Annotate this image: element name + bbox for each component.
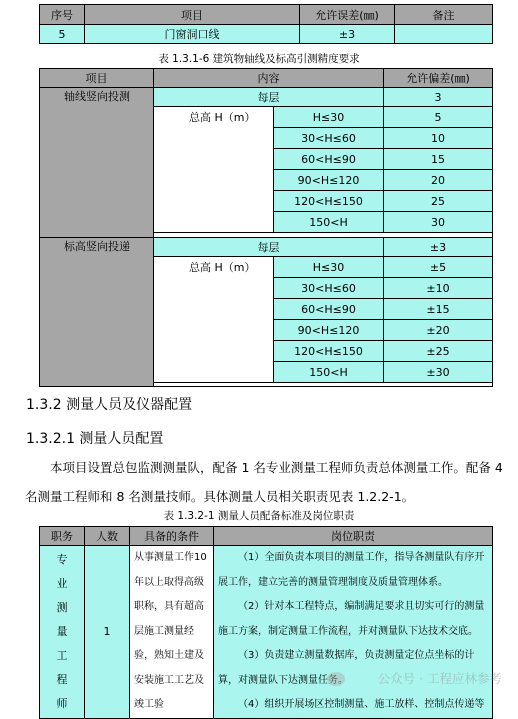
group-label xyxy=(40,238,154,387)
tolerance-table-fragment xyxy=(39,4,493,44)
table-cell: 3 xyxy=(384,88,493,107)
total-height-label xyxy=(154,257,274,383)
table-cell: 120<H≤150 xyxy=(274,341,384,362)
table-caption: 表 1.3.2-1 测量人员配备标准及岗位职责 xyxy=(163,510,355,522)
table-cell: 30<H≤60 xyxy=(274,128,384,149)
table-cell: 15 xyxy=(384,149,493,170)
subsection-heading: 1.3.2.1 测量人员配置 xyxy=(26,431,164,447)
header-cell: 职务 xyxy=(40,527,85,546)
group-label-text: 标高竖向投递 xyxy=(64,240,130,253)
header-cell: 允许偏差(㎜) xyxy=(384,69,493,88)
role-cell xyxy=(40,546,85,719)
table-cell: ±3 xyxy=(384,238,493,257)
total-height-text: 总高 H（m） xyxy=(189,261,256,274)
table-cell: 25 xyxy=(384,191,493,212)
header-cell: 备注 xyxy=(395,5,493,25)
spacer-cell xyxy=(154,383,493,387)
count-cell: 1 xyxy=(85,546,130,719)
table-cell: 30 xyxy=(384,212,493,233)
group-label xyxy=(40,88,154,238)
table-cell: 20 xyxy=(384,170,493,191)
total-height-text: 总高 H（m） xyxy=(189,111,256,124)
header-cell: 序号 xyxy=(40,5,85,25)
table-cell: 60<H≤90 xyxy=(274,149,384,170)
duty-item: （1）全面负责本项目的测量工作，指导各测量队有序开展工作，建立完善的测量管理制度及质量管理体系。 xyxy=(218,552,485,588)
table-cell xyxy=(395,25,493,44)
table-cell: 10 xyxy=(384,128,493,149)
header-cell: 允许误差(㎜) xyxy=(300,5,395,25)
section-heading: 1.3.2 测量人员及仪器配置 xyxy=(26,397,193,413)
table-cell: 90<H≤120 xyxy=(274,320,384,341)
table-cell: H≤30 xyxy=(274,107,384,128)
table-cell: ±30 xyxy=(384,362,493,383)
duties-cell xyxy=(214,546,493,719)
header-cell: 内容 xyxy=(154,69,384,88)
group-label-text: 轴线竖向投测 xyxy=(64,90,130,103)
header-cell: 项目 xyxy=(40,69,154,88)
table-cell: ±15 xyxy=(384,299,493,320)
watermark: 公众号 · 工程应林参考 xyxy=(377,671,502,686)
table-cell: 150<H xyxy=(274,212,384,233)
table-cell: ±3 xyxy=(300,25,395,44)
table-cell: 90<H≤120 xyxy=(274,170,384,191)
body-paragraph: 本项目设置总包监测测量队，配备 1 名专业测量工程师负责总体测量工作。配备 4 名测量工程师和 8 名测量技师。具体测量人员相关职责见表 1.2.2-1。 xyxy=(25,460,503,504)
table-cell: 每层 xyxy=(154,88,384,107)
duty-item: （3）负责建立测量数据库，负责测量定位点坐标的计算，对测量队下达测量任务。 xyxy=(218,650,475,686)
staff-table xyxy=(39,526,493,719)
header-cell: 具备的条件 xyxy=(130,527,214,546)
header-cell: 项目 xyxy=(85,5,300,25)
table-cell: 150<H xyxy=(274,362,384,383)
table-cell: 30<H≤60 xyxy=(274,278,384,299)
header-cell: 人数 xyxy=(85,527,130,546)
table-cell: ±25 xyxy=(384,341,493,362)
table-cell: 门窗洞口线 xyxy=(85,25,300,44)
table-cell: 60<H≤90 xyxy=(274,299,384,320)
role-text: 专业测量工程师 xyxy=(56,553,68,710)
table-cell: ±20 xyxy=(384,320,493,341)
header-cell: 岗位职责 xyxy=(214,527,493,546)
table-cell: 5 xyxy=(384,107,493,128)
table-cell: H≤30 xyxy=(274,257,384,278)
precision-table xyxy=(39,68,493,387)
duty-item: （4）组织开展场区控制测量、施工放样、控制点传递等 xyxy=(238,699,485,710)
duty-item: （2）针对本工程特点，编制满足要求且切实可行的测量施工方案，制定测量工作流程，并对测量队下达技术交底。 xyxy=(218,601,485,637)
conditions-cell: 从事测量工作10年以上取得高级职称，具有超高层施工测量经验，熟知土建及安装施工工艺及竣工验 xyxy=(130,546,214,719)
table-cell: ±5 xyxy=(384,257,493,278)
total-height-label xyxy=(154,107,274,233)
wechat-icon xyxy=(327,672,345,686)
table-cell: 120<H≤150 xyxy=(274,191,384,212)
table-cell: ±10 xyxy=(384,278,493,299)
table-cell: 5 xyxy=(40,25,85,44)
table-caption: 表 1.3.1-6 建筑物轴线及标高引测精度要求 xyxy=(158,53,360,65)
table-cell: 每层 xyxy=(154,238,384,257)
